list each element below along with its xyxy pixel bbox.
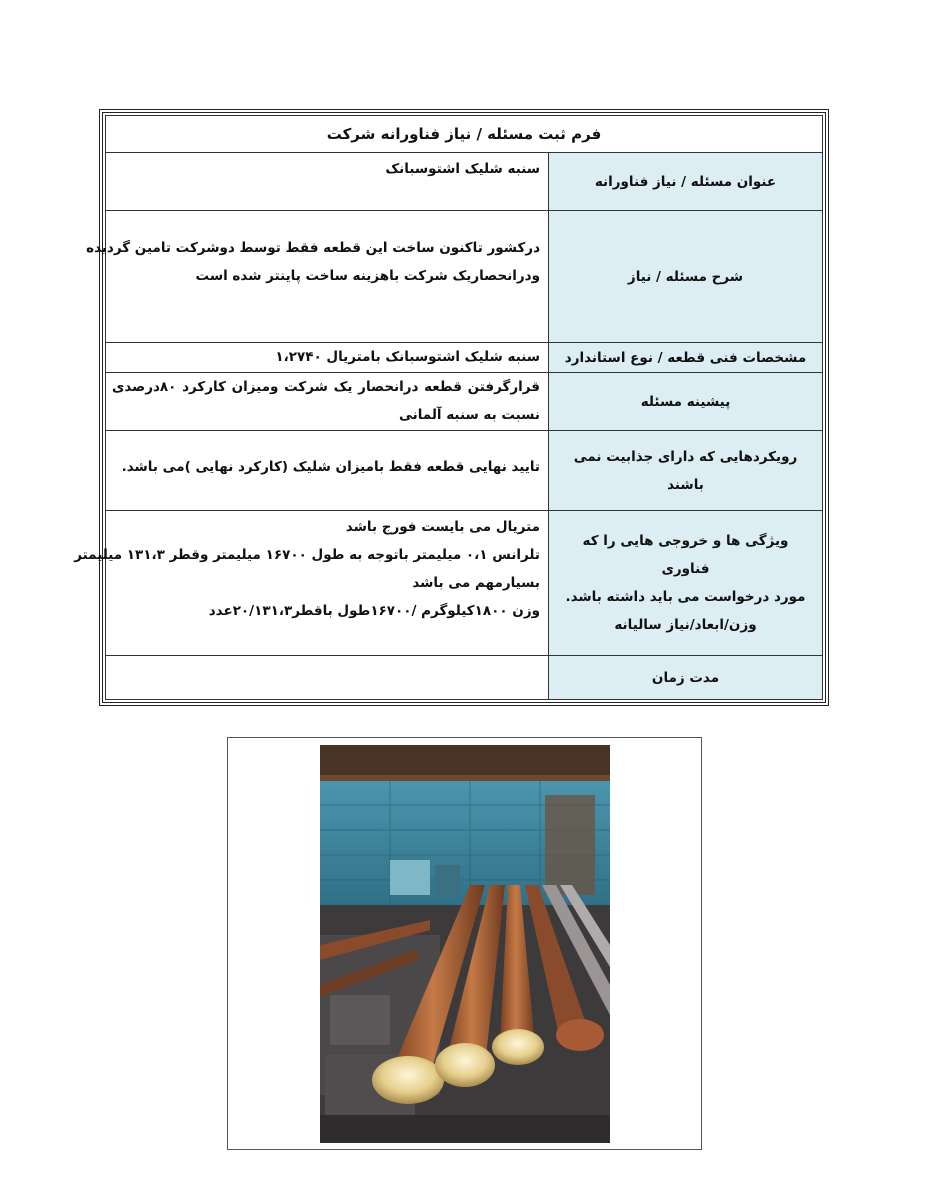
workshop-photo-graphic xyxy=(320,745,610,1143)
value-line: تایید نهایی قطعه فقط بامیزان شلیک (کارکرد نهایی )می باشد. xyxy=(121,459,540,475)
row-label xyxy=(548,343,822,372)
label-line: ویژگی ها و خروجی هایی را که فناوری xyxy=(582,533,789,577)
label-line: عنوان مسئله / نیاز فناورانه xyxy=(594,173,777,190)
value-line: سنبه شلیک اشتوسبانک xyxy=(385,161,540,177)
row-value xyxy=(106,431,548,510)
row-label xyxy=(548,656,822,699)
value-line: قرارگرفتن قطعه درانحصار یک شرکت ومیزان کارکرد ۸۰درصدی xyxy=(112,379,540,395)
form-row-problem-background xyxy=(106,373,822,431)
form-row-problem-description xyxy=(86,211,822,343)
firing-rods-photo xyxy=(320,745,610,1143)
row-value xyxy=(106,153,548,210)
row-value xyxy=(86,211,548,342)
row-label xyxy=(548,431,822,510)
row-value-empty xyxy=(106,656,548,699)
row-label xyxy=(548,511,822,655)
value-line: تلرانس ۰،۱ میلیمتر باتوجه به طول ۱۶۷۰۰ میلیمتر وقطر ۱۳۱،۳ میلیمتر xyxy=(74,547,540,563)
value-line: سنبه شلیک اشتوسبانک بامتریال ۱،۲۷۴۰ xyxy=(275,349,540,365)
row-label xyxy=(548,373,822,430)
value-line: ودرانحصاریک شرکت باهزینه ساخت پاینتر شده است xyxy=(195,268,540,284)
label-line: پیشینه مسئله xyxy=(640,393,731,410)
form-title: فرم ثبت مسئله / نیاز فناورانه شرکت xyxy=(106,116,822,153)
photo-frame xyxy=(227,737,702,1150)
label-line: شرح مسئله / نیاز xyxy=(627,268,744,285)
row-value xyxy=(74,511,548,655)
value-line: نسبت به سنبه آلمانی xyxy=(399,407,540,423)
value-line: متریال می بایست فورج باشد xyxy=(345,519,540,535)
row-label xyxy=(548,211,822,342)
form-row-technical-specs xyxy=(106,343,822,373)
form-row-duration xyxy=(106,656,822,699)
value-line: وزن ۱۸۰۰کیلوگرم /۱۶۷۰۰طول باقطر۲۰/۱۳۱،۳عدد xyxy=(208,603,540,619)
row-value xyxy=(106,343,548,372)
label-line: رویکردهایی که دارای جذابیت نمی باشند xyxy=(573,448,798,493)
value-line: بسیارمهم می باشد xyxy=(412,575,540,591)
label-line: وزن/ابعاد/نیاز سالیانه xyxy=(614,617,757,633)
label-line: مدت زمان xyxy=(651,669,720,686)
form-row-required-features xyxy=(74,511,822,656)
problem-registration-form xyxy=(74,109,829,706)
row-label xyxy=(548,153,822,210)
value-line: درکشور تاکنون ساخت این قطعه فقط توسط دوشرکت تامین گردیده xyxy=(86,240,540,256)
label-line: مشخصات فنی قطعه / نوع استاندارد xyxy=(564,349,807,366)
row-value xyxy=(106,373,548,430)
label-line: مورد درخواست می باید داشته باشد. xyxy=(565,589,806,605)
form-row-problem-title xyxy=(106,153,822,211)
form-row-unattractive-approaches xyxy=(106,431,822,511)
